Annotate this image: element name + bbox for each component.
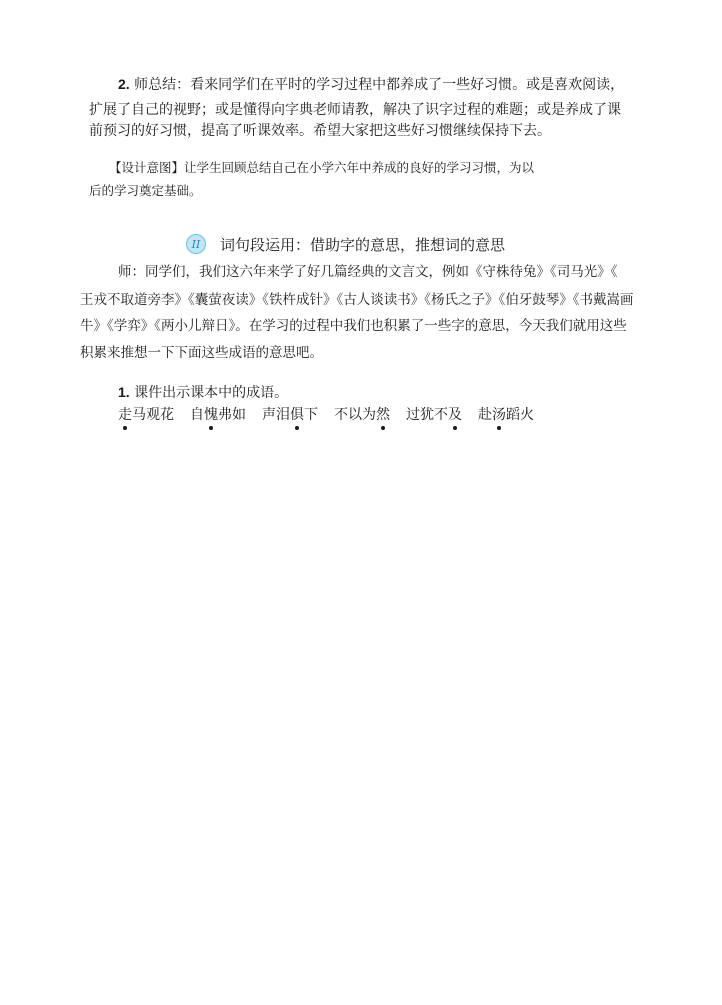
idiom-text: 赴汤蹈火 [478, 407, 534, 423]
idiom [190, 405, 246, 435]
section-number-badge: II [186, 234, 206, 254]
summary-line-2: 扩展了自己的视野；或是懂得向字典老师请教，解决了识字过程的难题；或是养成了课 [89, 102, 621, 118]
summary-line-3: 前预习的好习惯，提高了听课效率。希望大家把这些好习惯继续保持下去。 [89, 123, 551, 139]
teacher-line-2: 王戎不取道旁李》《囊萤夜读》《铁杵成针》《古人谈读书》《杨氏之子》《伯牙鼓琴》《书戴嵩画 [80, 292, 634, 308]
idiom [334, 405, 390, 435]
idiom [478, 405, 534, 435]
idiom-text: 声泪俱下 [262, 407, 318, 423]
idiom [262, 405, 318, 435]
emphasis-dot [453, 426, 457, 430]
summary-line-1 [118, 74, 624, 95]
item-1-text: 课件出示课本中的成语。 [134, 385, 289, 401]
idiom-text: 过犹不及 [406, 407, 462, 423]
section-heading [186, 232, 505, 256]
emphasis-dot [497, 426, 501, 430]
idiom-text: 自愧弗如 [190, 407, 246, 423]
teacher-line-1: 师：同学们，我们这六年来学了好几篇经典的文言文，例如《守株待兔》《司马光》《 [118, 264, 618, 280]
emphasis-dot [209, 426, 213, 430]
teacher-line-3: 牛》《学弈》《两小儿辩日》。在学习的过程中我们也积累了一些字的意思，今天我们就用这些 [80, 318, 627, 334]
design-intent-line-2: 后的学习奠定基础。 [89, 183, 202, 198]
summary-text-1: 师总结：看来同学们在平时的学习过程中都养成了一些好习惯。或是喜欢阅读， [134, 77, 625, 93]
emphasis-dot [123, 426, 127, 430]
idiom [118, 405, 174, 435]
emphasis-dot [381, 426, 385, 430]
idiom-text: 不以为然 [334, 407, 390, 423]
teacher-line-4: 积累来推想一下下面这些成语的意思吧。 [80, 345, 323, 361]
idiom-list [118, 405, 550, 435]
item-1 [118, 382, 288, 403]
emphasis-dot [295, 426, 299, 430]
design-intent-line-1: 【设计意图】让学生回顾总结自己在小学六年中养成的良好的学习习惯，为以 [109, 160, 535, 175]
section-title: 词句段运用：借助字的意思，推想词的意思 [220, 235, 506, 254]
summary-number: 2. [118, 76, 130, 92]
idiom [406, 405, 462, 435]
idiom-text: 走马观花 [118, 407, 174, 423]
item-1-number: 1. [118, 384, 130, 400]
